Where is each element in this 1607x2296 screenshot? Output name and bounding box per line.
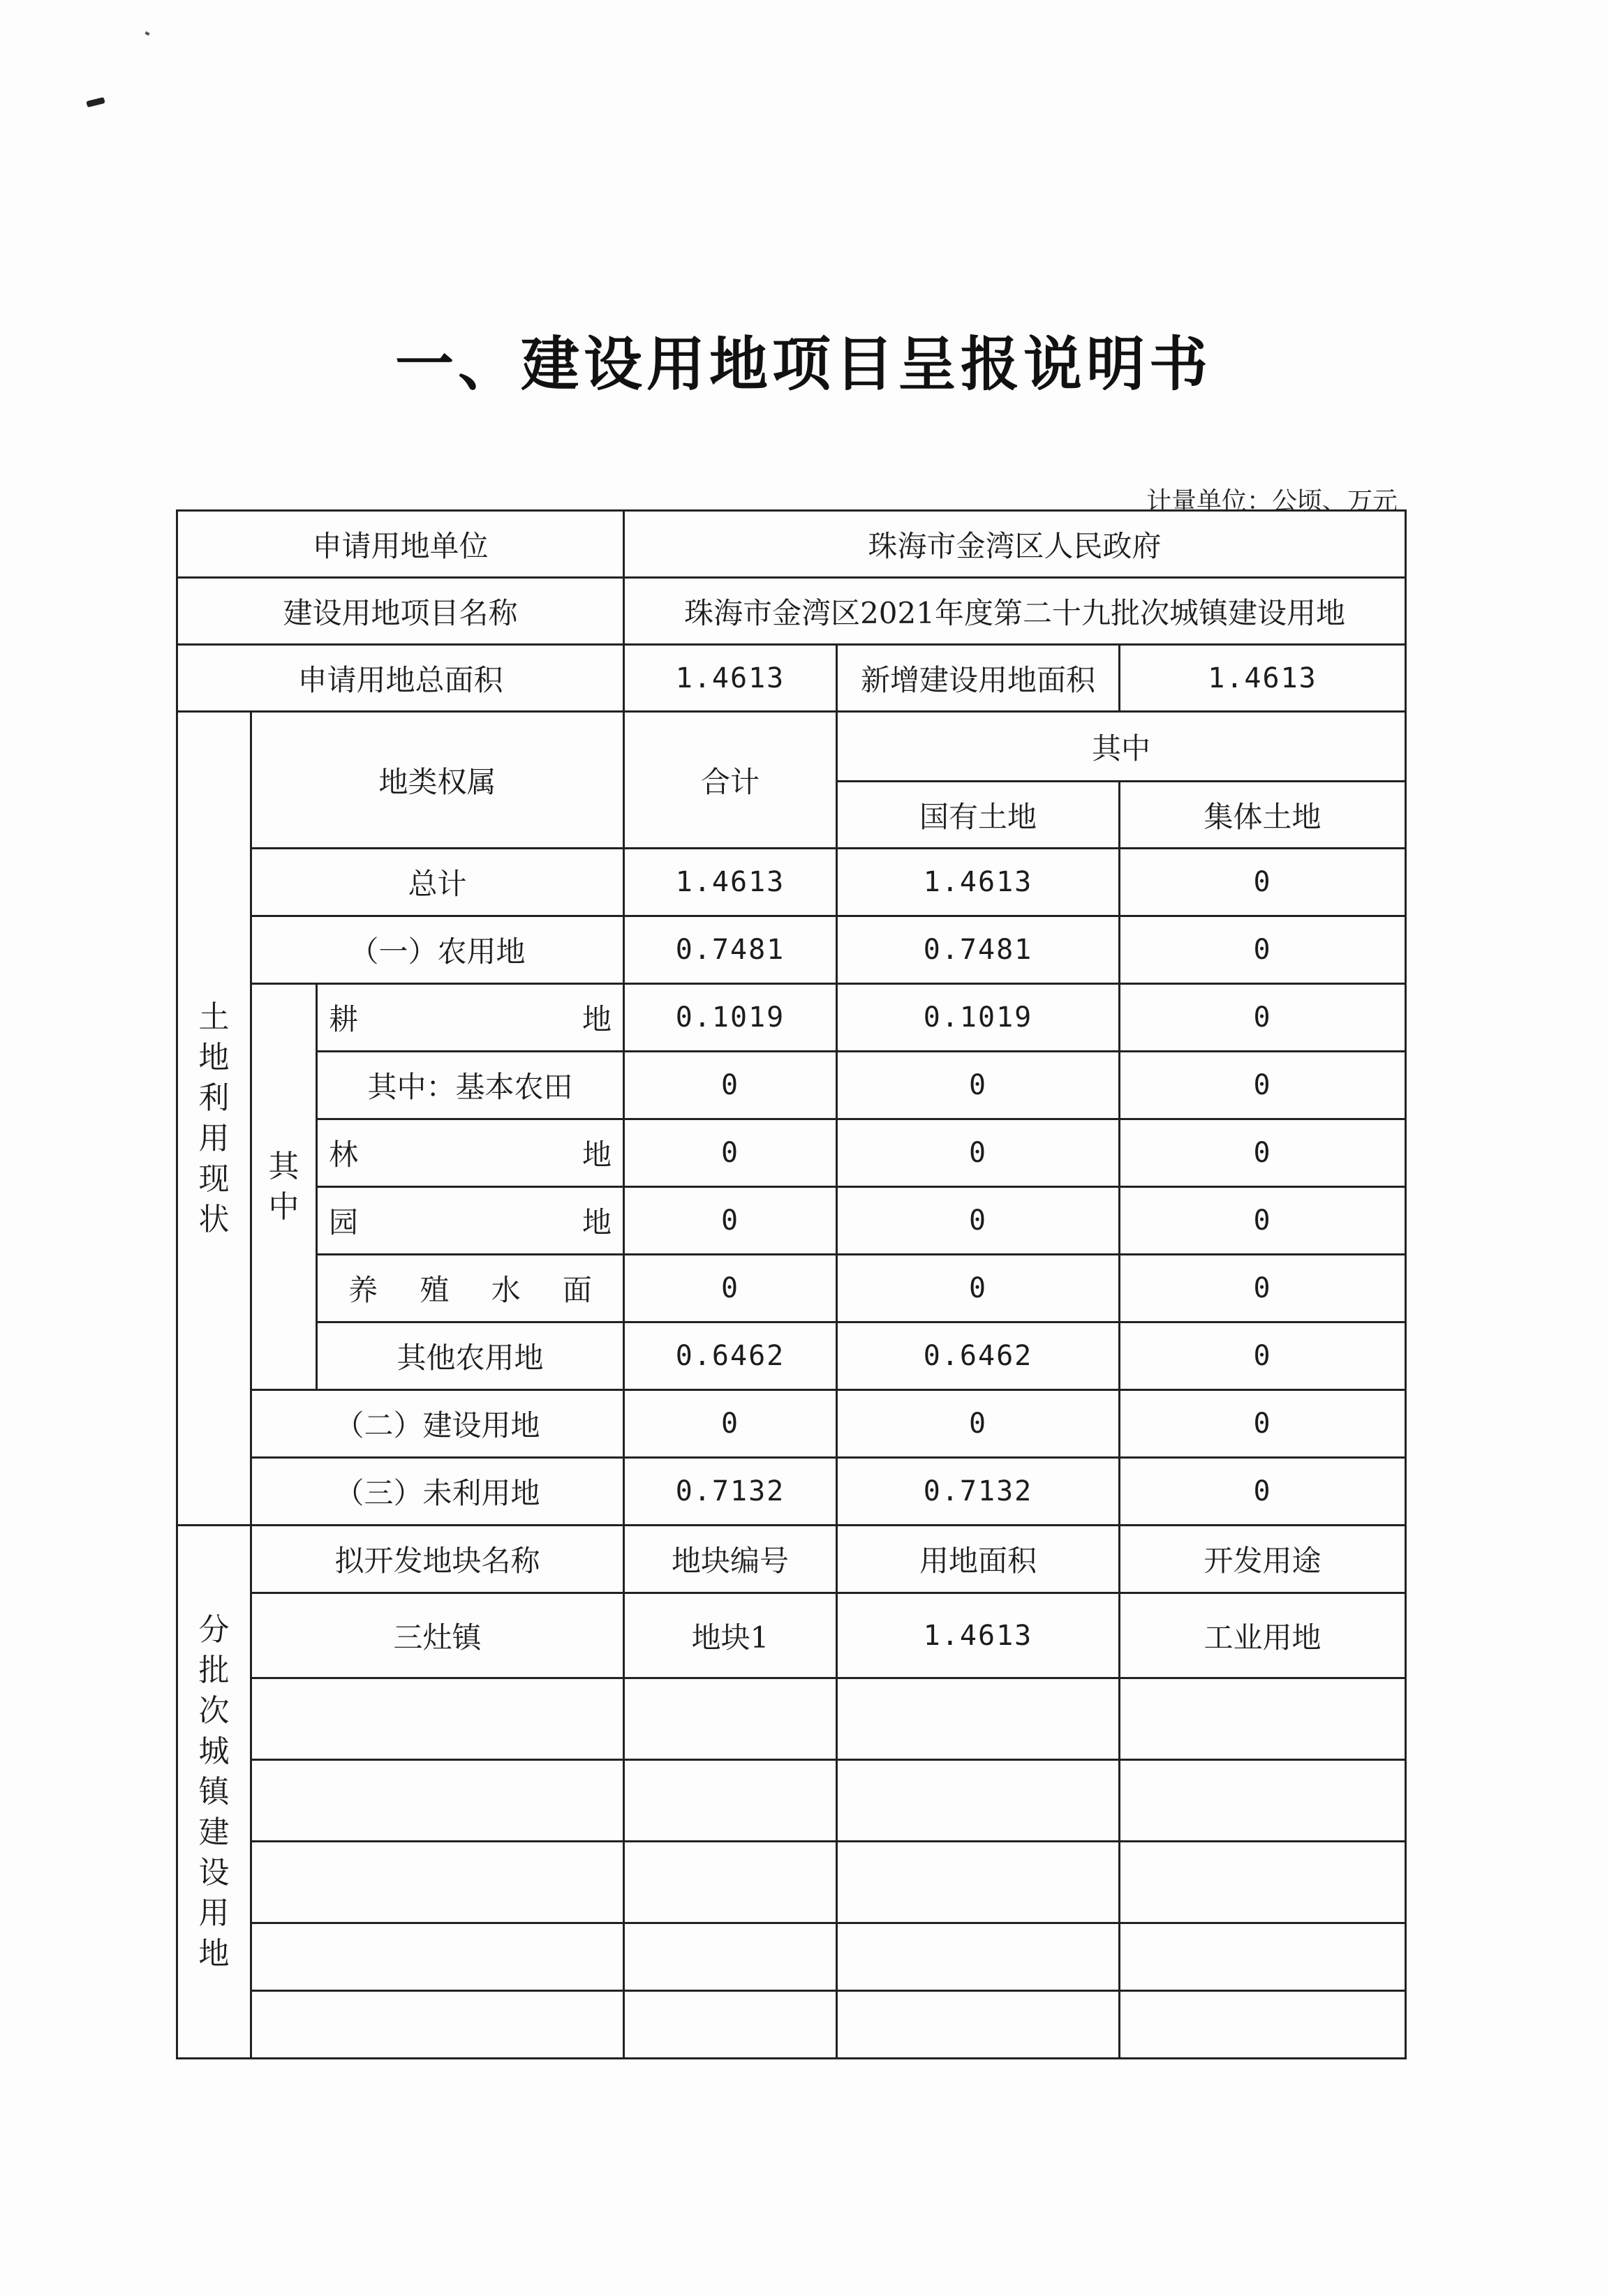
cell-empty	[1120, 1842, 1406, 1923]
table-row	[177, 849, 1406, 916]
cell-collective: 0	[1120, 849, 1406, 916]
cell-empty	[251, 1842, 624, 1923]
cell-empty	[624, 1678, 837, 1760]
cell-empty	[1120, 1678, 1406, 1760]
project-row	[177, 578, 1406, 645]
cell-total: 0	[624, 1052, 837, 1119]
cell-collective: 0	[1120, 1187, 1406, 1255]
cell-total: 0.7481	[624, 916, 837, 984]
cell-empty	[1120, 1760, 1406, 1842]
area-row	[177, 645, 1406, 712]
cell-empty	[251, 1991, 624, 2059]
batch-section-label: 分 批 次 城 镇 建 设 用 地	[177, 1526, 251, 2059]
cell-plot-name: 三灶镇	[251, 1593, 624, 1678]
applicant-label: 申请用地单位	[177, 511, 624, 578]
table-row	[177, 1458, 1406, 1526]
cell-total: 0	[624, 1255, 837, 1322]
col-plot-name: 拟开发地块名称	[251, 1526, 624, 1593]
cell-state: 0	[837, 1255, 1120, 1322]
page-title: 一、建设用地项目呈报说明书	[394, 330, 1212, 398]
cell-state: 0	[837, 1187, 1120, 1255]
new-area-label: 新增建设用地面积	[837, 645, 1120, 712]
cell-state: 0	[837, 1052, 1120, 1119]
scan-mark	[145, 31, 149, 36]
cell-collective: 0	[1120, 1119, 1406, 1187]
table-row	[177, 1119, 1406, 1187]
row-label: （三）未利用地	[251, 1458, 624, 1526]
table-row	[177, 1052, 1406, 1119]
cell-collective: 0	[1120, 1322, 1406, 1390]
cell-total: 0.1019	[624, 984, 837, 1052]
table-row	[177, 1760, 1406, 1842]
col-category: 地类权属	[251, 712, 624, 849]
col-state-land: 国有土地	[837, 782, 1120, 849]
land-use-header-row	[177, 712, 1406, 782]
project-value: 珠海市金湾区2021年度第二十九批次城镇建设用地	[624, 578, 1406, 645]
cell-usage: 工业用地	[1120, 1593, 1406, 1678]
unit-note: 计量单位：公顷、万元	[1146, 487, 1398, 516]
cell-empty	[251, 1678, 624, 1760]
new-area-value: 1.4613	[1120, 645, 1406, 712]
row-label: 其他农用地	[317, 1322, 624, 1390]
table-row	[177, 1255, 1406, 1322]
cell-total: 0.6462	[624, 1322, 837, 1390]
cell-total: 0	[624, 1187, 837, 1255]
batch-header-row	[177, 1526, 1406, 1593]
table-row	[177, 1322, 1406, 1390]
table-row	[177, 1593, 1406, 1678]
cell-empty	[624, 1991, 837, 2059]
cell-empty	[1120, 1923, 1406, 1991]
cell-state: 1.4613	[837, 849, 1120, 916]
cell-state: 0	[837, 1390, 1120, 1458]
cell-empty	[1120, 1991, 1406, 2059]
cell-empty	[837, 1923, 1120, 1991]
cell-state: 0.6462	[837, 1322, 1120, 1390]
cell-state: 0.1019	[837, 984, 1120, 1052]
land-use-section-label: 土 地 利 用 现 状	[177, 712, 251, 1526]
cell-empty	[837, 1991, 1120, 2059]
col-area: 用地面积	[837, 1526, 1120, 1593]
cell-empty	[837, 1760, 1120, 1842]
col-total: 合计	[624, 712, 837, 849]
cell-total: 0.7132	[624, 1458, 837, 1526]
cell-collective: 0	[1120, 1255, 1406, 1322]
col-of-which: 其中	[837, 712, 1406, 782]
cell-empty	[624, 1760, 837, 1842]
cell-total: 0	[624, 1390, 837, 1458]
cell-collective: 0	[1120, 1052, 1406, 1119]
table-row	[177, 1678, 1406, 1760]
table-row	[177, 916, 1406, 984]
applicant-row	[177, 511, 1406, 578]
table-row	[177, 1187, 1406, 1255]
row-label: 总计	[251, 849, 624, 916]
table-row	[177, 1991, 1406, 2059]
cell-area: 1.4613	[837, 1593, 1120, 1678]
col-usage: 开发用途	[1120, 1526, 1406, 1593]
cell-empty	[251, 1760, 624, 1842]
row-label: 养 殖 水 面	[317, 1255, 624, 1322]
applicant-value: 珠海市金湾区人民政府	[624, 511, 1406, 578]
cell-collective: 0	[1120, 1458, 1406, 1526]
cell-total: 1.4613	[624, 849, 837, 916]
cell-empty	[837, 1842, 1120, 1923]
scan-mark	[86, 97, 105, 107]
cell-empty	[837, 1678, 1120, 1760]
table-row	[177, 1923, 1406, 1991]
row-label: （一）农用地	[251, 916, 624, 984]
sub-group-label: 其 中	[251, 984, 317, 1390]
total-area-label: 申请用地总面积	[177, 645, 624, 712]
col-collective-land: 集体土地	[1120, 782, 1406, 849]
cell-empty	[624, 1842, 837, 1923]
table-row	[177, 984, 1406, 1052]
cell-total: 0	[624, 1119, 837, 1187]
cell-collective: 0	[1120, 916, 1406, 984]
cell-collective: 0	[1120, 1390, 1406, 1458]
cell-state: 0.7481	[837, 916, 1120, 984]
cell-empty	[251, 1923, 624, 1991]
cell-plot-no: 地块1	[624, 1593, 837, 1678]
cell-collective: 0	[1120, 984, 1406, 1052]
table-row	[177, 1390, 1406, 1458]
col-plot-no: 地块编号	[624, 1526, 837, 1593]
cell-state: 0.7132	[837, 1458, 1120, 1526]
row-label: 其中：基本农田	[317, 1052, 624, 1119]
table-row	[177, 1842, 1406, 1923]
cell-state: 0	[837, 1119, 1120, 1187]
report-table	[176, 509, 1407, 2059]
row-label: 林 地	[317, 1119, 624, 1187]
project-label: 建设用地项目名称	[177, 578, 624, 645]
row-label: 园 地	[317, 1187, 624, 1255]
cell-empty	[624, 1923, 837, 1991]
row-label: （二）建设用地	[251, 1390, 624, 1458]
row-label: 耕 地	[317, 984, 624, 1052]
total-area-value: 1.4613	[624, 645, 837, 712]
